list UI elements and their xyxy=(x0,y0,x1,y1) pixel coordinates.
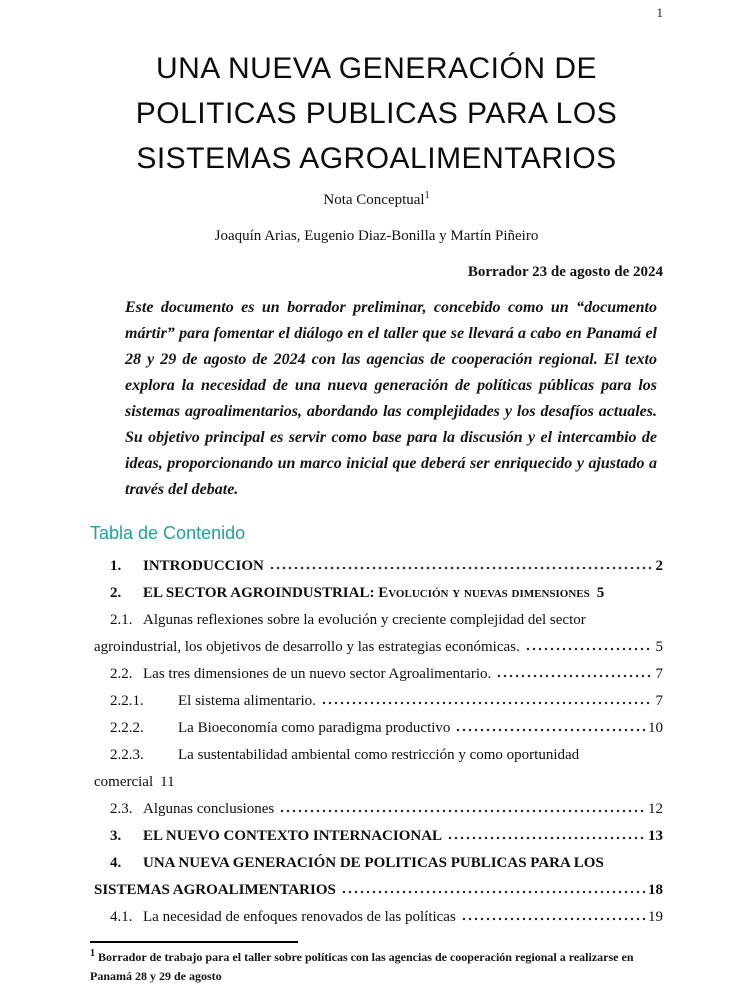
toc-entry-number: 4. xyxy=(110,855,122,871)
toc-heading: Tabla de Contenido xyxy=(90,523,246,543)
toc-entry-text: La Bioeconomía como paradigma productivo xyxy=(178,720,451,736)
footnote-body: Borrador de trabajo para el taller sobre políticas con las agencias de cooperación regional a realizarse en Panamá 28 y 29 de agosto xyxy=(90,950,634,983)
toc-entry-number: 3. xyxy=(110,828,122,844)
authors-line: Joaquín Arias, Eugenio Diaz-Bonilla y Martín Piñeiro xyxy=(214,228,539,244)
toc-entry-number: 2.3. xyxy=(110,801,133,817)
toc-entry-number: 2.2.3. xyxy=(110,747,144,763)
toc-page-number: 10 xyxy=(648,720,663,736)
toc-entry-2[interactable] xyxy=(94,580,663,607)
toc-page-number: 13 xyxy=(648,828,663,844)
toc-entry-text: comercial xyxy=(94,774,154,790)
toc-entry-text: INTRODUCCION xyxy=(143,558,264,574)
toc-entry-2-2-1[interactable] xyxy=(94,688,663,715)
toc-entry-number: 4.1. xyxy=(110,909,133,925)
toc-entry-text: El sistema alimentario. xyxy=(178,693,316,709)
toc-dot-leader xyxy=(496,674,652,678)
toc-entry-4[interactable] xyxy=(94,850,663,904)
toc-dot-leader xyxy=(447,836,645,840)
toc-dot-leader xyxy=(461,917,645,921)
toc-entry-number: 2.2. xyxy=(110,666,133,682)
footnote-marker: 1 xyxy=(90,948,95,959)
toc-entry-text: EL NUEVO CONTEXTO INTERNACIONAL xyxy=(143,828,443,844)
toc-entry-2-3[interactable] xyxy=(94,796,663,823)
table-of-contents xyxy=(90,553,663,931)
toc-dot-leader xyxy=(279,809,645,813)
toc-entry-text: SISTEMAS AGROALIMENTARIOS xyxy=(94,882,336,898)
toc-entry-number: 2. xyxy=(110,585,122,601)
subtitle-text: Nota Conceptual xyxy=(323,192,425,208)
footnote-text xyxy=(90,948,663,986)
draft-date: Borrador 23 de agosto de 2024 xyxy=(467,264,663,280)
toc-page-number: 7 xyxy=(655,666,663,682)
toc-entry-1[interactable] xyxy=(94,553,663,580)
toc-page-number: 12 xyxy=(648,801,663,817)
toc-page-number: 7 xyxy=(655,693,663,709)
toc-page-number: 2 xyxy=(655,558,663,574)
toc-page-number: 5 xyxy=(596,585,605,601)
toc-entry-2-2-3[interactable] xyxy=(94,742,663,796)
title-line-3: SISTEMAS AGROALIMENTARIOS xyxy=(136,142,617,175)
abstract-paragraph: Este documento es un borrador preliminar, concebido como un “documento mártir” para fomentar el diálogo en el taller que se llevará a cabo en Panamá el 28 y 29 de agosto de 2024 con las agencias de cooperación regional. El texto explora la necesidad de una nueva generación de políticas públicas para los sistemas agroalimentarios, abordando las complejidades y los desafíos actuales. Su objetivo principal es servir como base para la discusión y el intercambio de ideas, proporcionando un marco inicial que deberá ser enriquecido y ajustado a través del debate. xyxy=(125,299,657,498)
toc-dot-leader xyxy=(269,566,653,570)
toc-page-number: 18 xyxy=(648,882,663,898)
toc-entry-text: Algunas conclusiones xyxy=(143,801,275,817)
title-line-2: POLITICAS PUBLICAS PARA LOS xyxy=(135,97,618,130)
subtitle xyxy=(90,189,663,211)
footnote-area xyxy=(90,941,663,986)
title-line-1: UNA NUEVA GENERACIÓN DE xyxy=(155,52,598,85)
toc-page-number: 19 xyxy=(648,909,663,925)
toc-dot-leader xyxy=(341,890,645,894)
toc-entry-number: 2.2.1. xyxy=(110,693,144,709)
document-title xyxy=(90,46,663,181)
toc-page-number: 11 xyxy=(160,774,175,790)
toc-entry-2-2-2[interactable] xyxy=(94,715,663,742)
toc-entry-2-1[interactable] xyxy=(94,607,663,661)
toc-entry-text: Algunas reflexiones sobre la evolución y creciente complejidad del sector xyxy=(143,612,586,628)
toc-entry-text: EL SECTOR AGROINDUSTRIAL: xyxy=(143,585,379,601)
toc-entry-4-1[interactable] xyxy=(94,904,663,931)
toc-dot-leader xyxy=(321,701,653,705)
toc-entry-number: 1. xyxy=(110,558,122,574)
toc-entry-text: agroindustrial, los objetivos de desarrollo y las estrategias económicas. xyxy=(94,639,520,655)
toc-dot-leader xyxy=(525,647,653,651)
toc-entry-2-2[interactable] xyxy=(94,661,663,688)
toc-entry-number: 2.1. xyxy=(110,612,133,628)
toc-entry-text: La sustentabilidad ambiental como restricción y como oportunidad xyxy=(178,747,580,763)
toc-entry-3[interactable] xyxy=(94,823,663,850)
page-number: 1 xyxy=(656,5,663,20)
toc-entry-text: UNA NUEVA GENERACIÓN DE POLITICAS PUBLICAS PARA LOS xyxy=(143,855,604,871)
toc-entry-text: La necesidad de enfoques renovados de las políticas xyxy=(143,909,456,925)
toc-entry-number: 2.2.2. xyxy=(110,720,144,736)
footnote-separator-rule xyxy=(90,941,298,943)
toc-entry-text-smallcaps: Evolución y nuevas dimensiones xyxy=(378,585,590,601)
toc-entry-text: Las tres dimensiones de un nuevo sector Agroalimentario. xyxy=(143,666,492,682)
footnote-reference[interactable]: 1 xyxy=(424,190,430,201)
toc-dot-leader xyxy=(455,728,645,732)
toc-page-number: 5 xyxy=(655,639,663,655)
